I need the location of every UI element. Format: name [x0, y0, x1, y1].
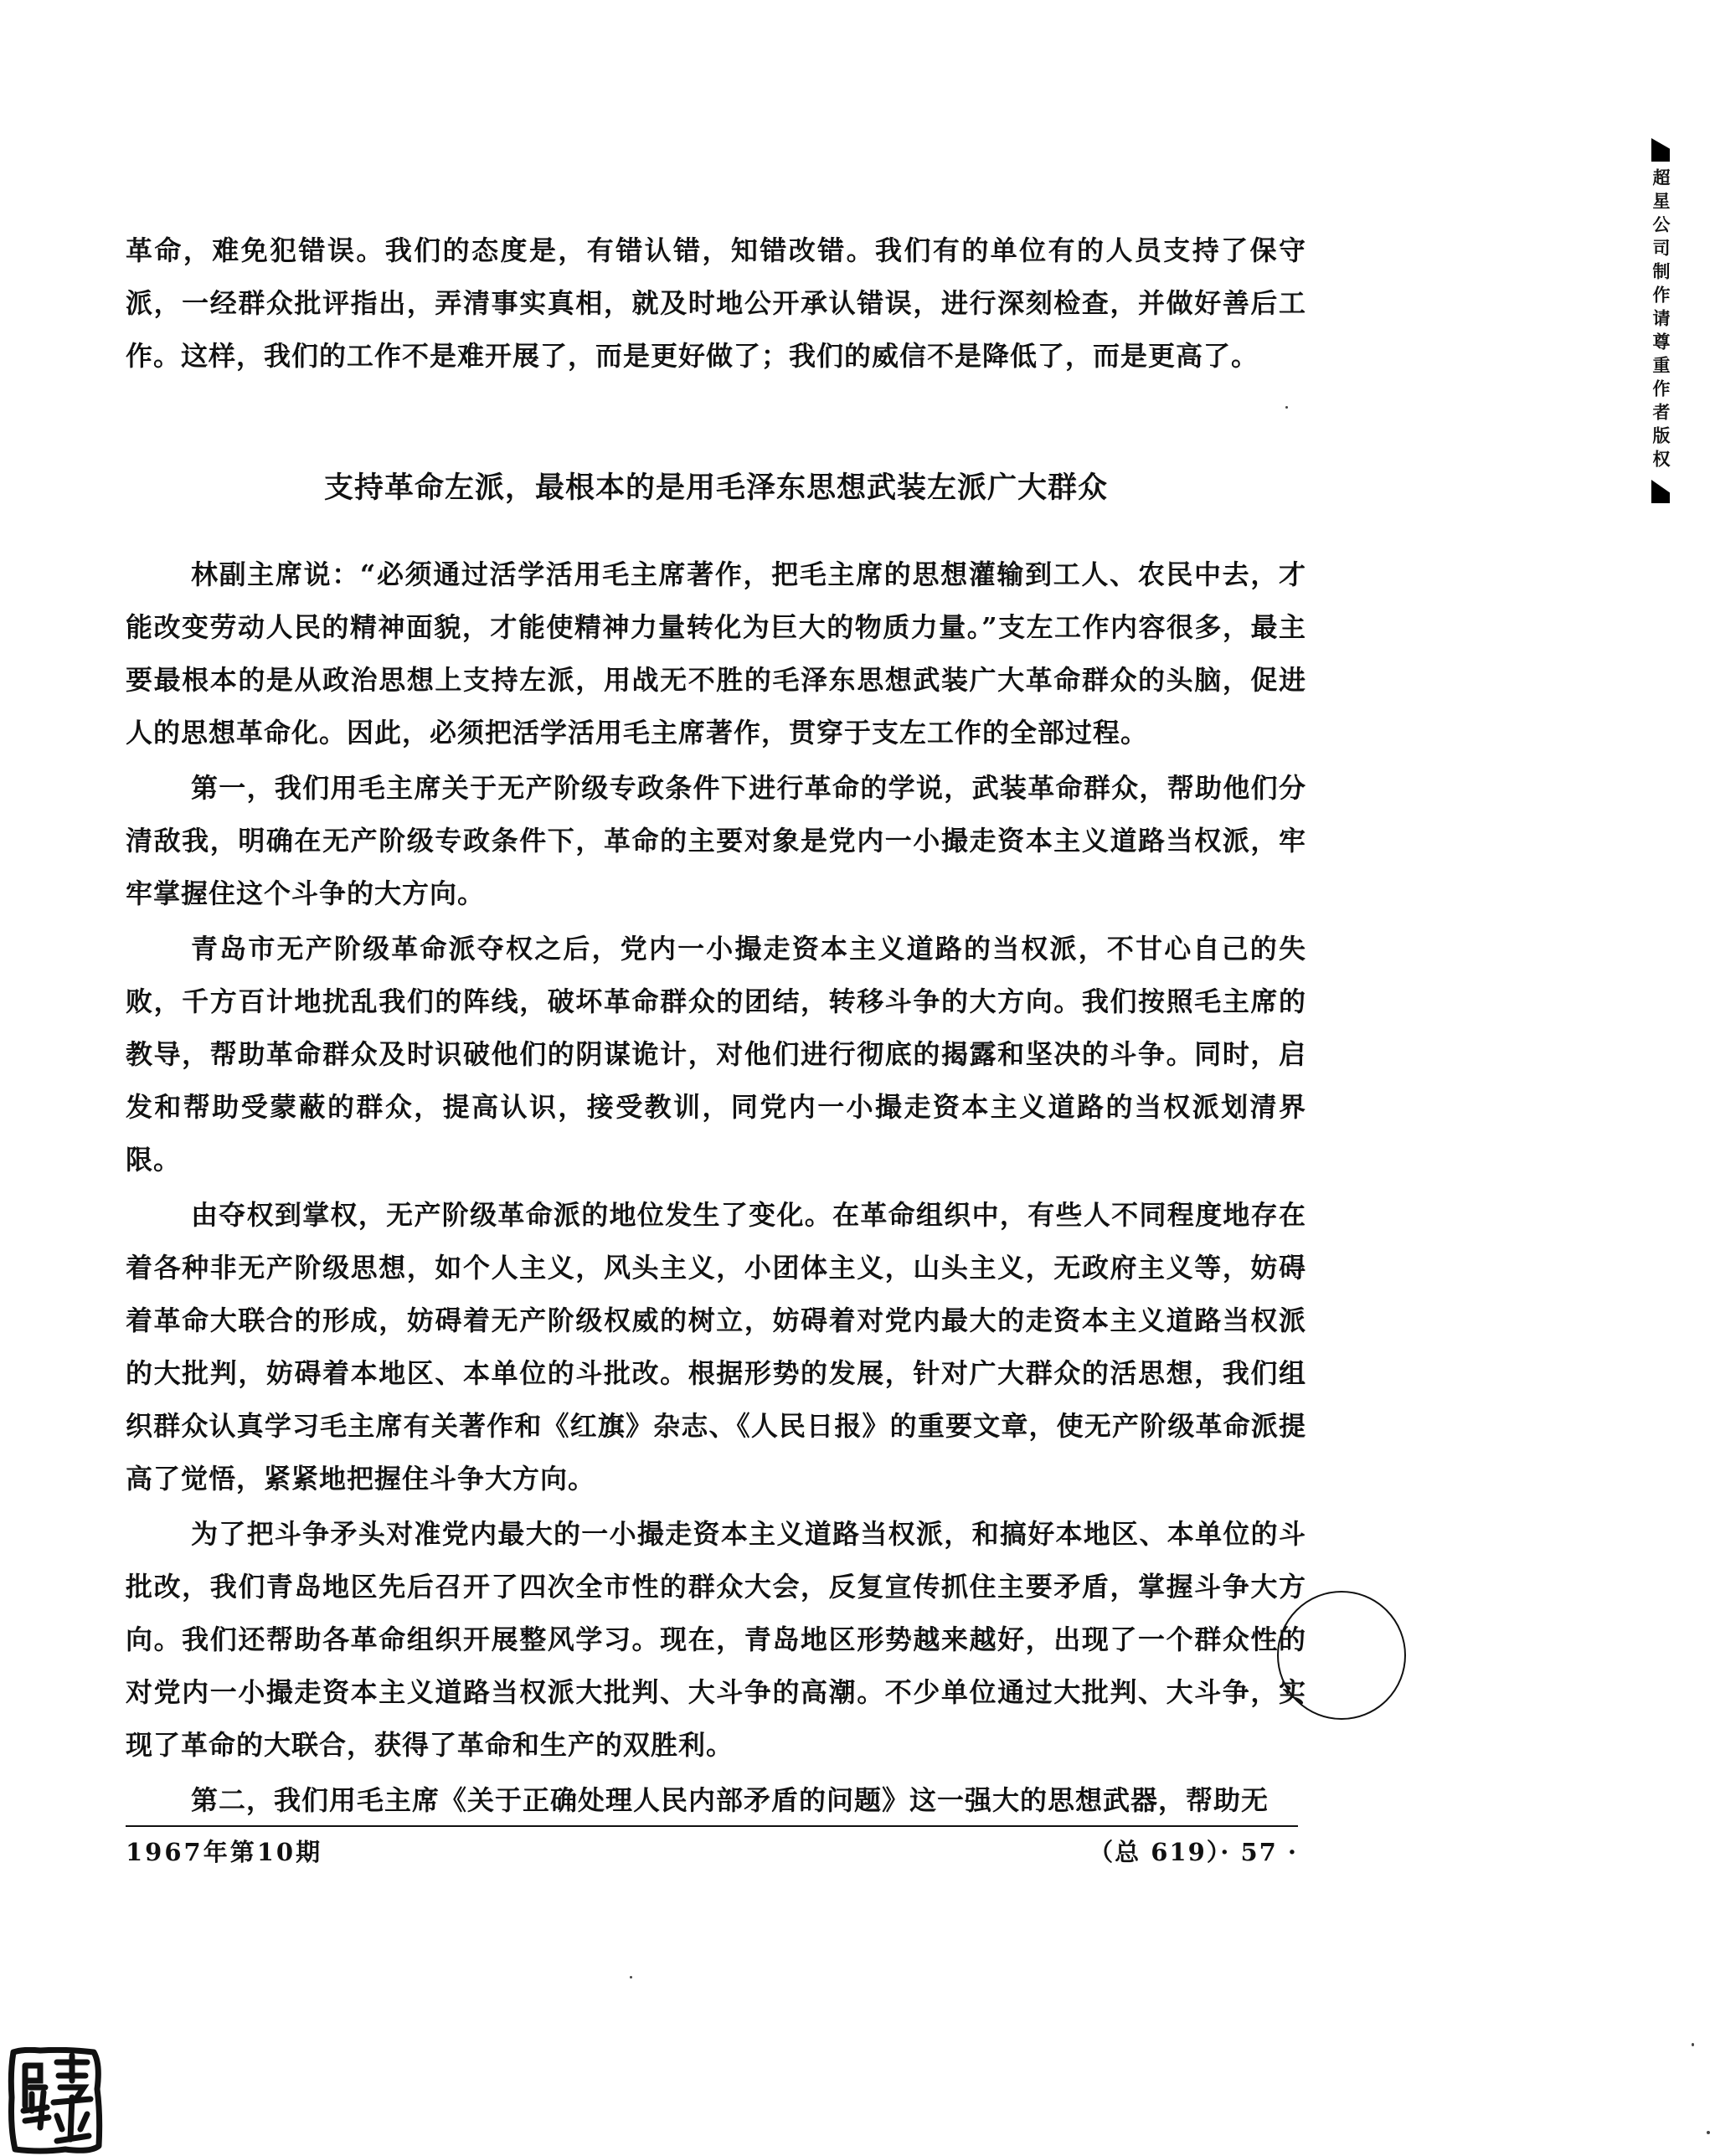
copyright-side-mark [1650, 138, 1683, 503]
paragraph-5-body: 为了把斗争矛头对准党内最大的一小撮走资本主义道路当权派，和搞好本地区、本单位的斗批改，我们青岛地区先后召开了四次全市性的群众大会，反复宣传抓住主要矛盾，掌握斗争大方向。我们还帮助各革命组织开展整风学习。现在，青岛地区形势越来越好，出现了一个群众性的对党内一小撮走资本主义道路当权派大批判、大斗争的高潮。不少单位通过大批判、大斗争，实现了革命的大联合，获得了革命和生产的双胜利。 [126, 1518, 1306, 1761]
side-mark-top-bar [1651, 138, 1670, 162]
scan-speck [1285, 406, 1288, 409]
footer-page-number: （总 619）· 57 · [1089, 1838, 1298, 1866]
scan-speck [1707, 2131, 1710, 2134]
paragraph-6 [126, 1774, 1306, 1827]
paragraph-3-body: 青岛市无产阶级革命派夺权之后，党内一小撮走资本主义道路的当权派，不甘心自己的失败，千方百计地扰乱我们的阵线，破坏革命群众的团结，转移斗争的大方向。我们按照毛主席的教导，帮助革命群众及时识破他们的阴谋诡计，对他们进行彻底的揭露和坚决的斗争。同时，启发和帮助受蒙蔽的群众，提高认识，接受教训，同党内一小撮走资本主义道路的当权派划清界限。 [126, 933, 1306, 1176]
paragraph-1-body: 林副主席说：“必须通过活学活用毛主席著作，把毛主席的思想灌输到工人、农民中去，才能改变劳动人民的精神面貌，才能使精神力量转化为巨大的物质力量。”支左工作内容很多，最主要最根本的是从政治思想上支持左派，用战无不胜的毛泽东思想武装广大革命群众的头脑，促进人的思想革命化。因此，必须把活学活用毛主席著作，贯穿于支左工作的全部过程。 [126, 558, 1306, 749]
footer-issue: 1967年第10期 [126, 1838, 323, 1866]
top-text-block [126, 224, 1306, 383]
scan-speck [630, 1976, 632, 1978]
hand-drawn-circle [1277, 1591, 1406, 1720]
scan-speck [1692, 2043, 1694, 2046]
paragraph-3 [126, 923, 1306, 1186]
seal-stamp-icon [7, 2047, 103, 2154]
paragraph-2-body: 我们用毛主席关于无产阶级专政条件下进行革命的学说，武装革命群众，帮助他们分清敌我，明确在无产阶级专政条件下，革命的主要对象是党内一小撮走资本主义道路当权派，牢牢掌握住这个斗争的大方向。 [126, 772, 1306, 909]
paragraph-top: 革命，难免犯错误。我们的态度是，有错认错，知错改错。我们有的单位有的人员支持了保守派，一经群众批评指出，弄清事实真相，就及时地公开承认错误，进行深刻检查，并做好善后工作。这样，我们的工作不是难开展了，而是更好做了；我们的威信不是降低了，而是更高了。 [126, 234, 1306, 372]
paragraph-4 [126, 1189, 1306, 1505]
paragraph-2 [126, 762, 1306, 920]
paragraph-2-lead: 第一， [191, 772, 275, 804]
paragraph-5 [126, 1508, 1306, 1772]
section-heading: 支持革命左派，最根本的是用毛泽东思想武装左派广大群众 [323, 471, 1108, 505]
paragraph-6-lead: 第二， [191, 1784, 275, 1816]
paragraph-6-body: 我们用毛主席《关于正确处理人民内部矛盾的问题》这一强大的思想武器，帮助无 [274, 1784, 1270, 1816]
main-text-block [126, 548, 1306, 1827]
side-mark-text: 超星公司制作请尊重作者版权 [1651, 168, 1671, 473]
paragraph-4-body: 由夺权到掌权，无产阶级革命派的地位发生了变化。在革命组织中，有些人不同程度地存在着各种非无产阶级思想，如个人主义，风头主义，小团体主义，山头主义，无政府主义等，妨碍着革命大联合的形成，妨碍着无产阶级权威的树立，妨碍着对党内最大的走资本主义道路当权派的大批判，妨碍着本地区、本单位的斗批改。根据形势的发展，针对广大群众的活思想，我们组织群众认真学习毛主席有关著作和《红旗》杂志、《人民日报》的重要文章，使无产阶级革命派提高了觉悟，紧紧地把握住斗争大方向。 [126, 1199, 1306, 1495]
footer-divider [126, 1825, 1298, 1827]
paragraph-1 [126, 548, 1306, 759]
side-mark-bottom-bar [1651, 480, 1670, 503]
